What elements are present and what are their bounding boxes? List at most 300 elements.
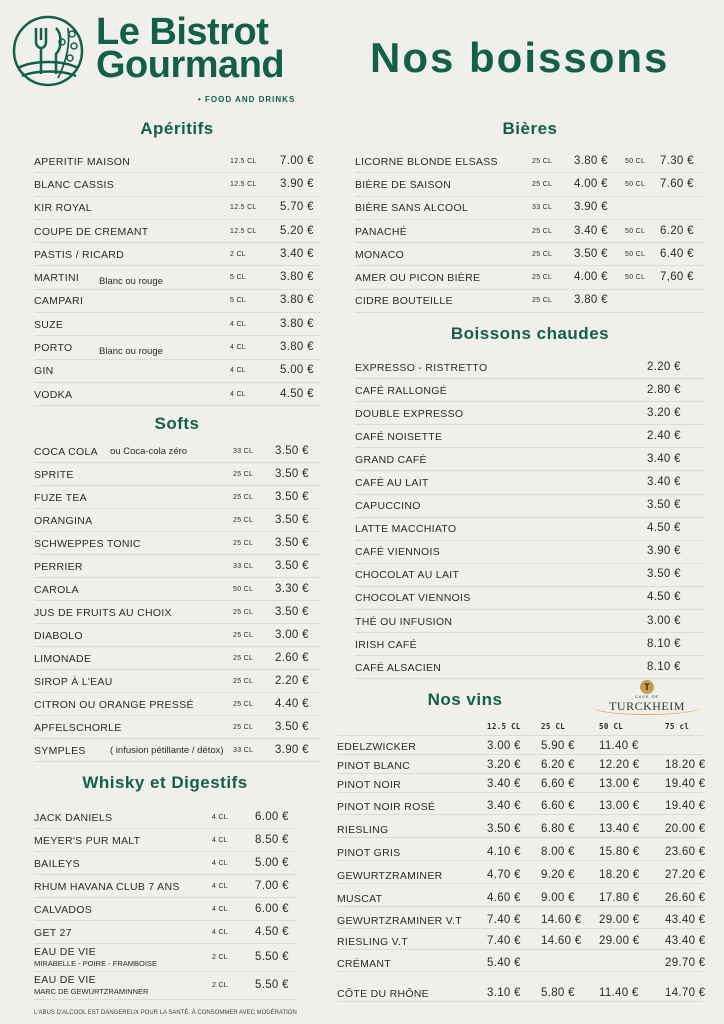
item-name: CALVADOS [34, 903, 93, 916]
item-price: 3.90 € [280, 177, 314, 190]
menu-row [355, 564, 705, 587]
menu-row [355, 173, 705, 196]
menu-row [34, 693, 320, 716]
item-detail: MARC DE GEWURTZRAMINNER [34, 987, 149, 996]
item-note: Blanc ou rouge [99, 276, 163, 288]
item-name: SYMPLES [34, 744, 86, 757]
item-name: LICORNE BLONDE ELSASS [355, 155, 498, 168]
menu-row [355, 541, 705, 564]
item-name: THÉ OU INFUSION [355, 615, 453, 628]
item-price: 3.50 € [647, 499, 681, 512]
wine-price: 23.60 € [665, 846, 706, 858]
item-name: MARTINI [34, 272, 80, 285]
item-name: DIABOLO [34, 629, 83, 642]
item-size: 25 CL [233, 723, 254, 731]
item-size: 4 CL [212, 905, 228, 913]
item-size: 25 CL [233, 677, 254, 685]
item-price: 4.00 € [574, 271, 608, 284]
menu-row [34, 532, 320, 555]
wine-price: 9.20 € [541, 869, 575, 881]
item-name: IRISH CAFÉ [355, 638, 417, 651]
item-price: 5.00 € [280, 364, 314, 377]
item-name: CAFÉ RALLONGÉ [355, 384, 448, 397]
wine-row [337, 907, 706, 929]
menu-row [34, 716, 320, 739]
wine-price: 14.70 € [665, 987, 706, 999]
item-price: 5.50 € [255, 979, 289, 991]
menu-row [355, 656, 705, 679]
menu-row [34, 972, 296, 1000]
wine-price: 5.80 € [541, 987, 575, 999]
item-size: 25 CL [233, 539, 254, 547]
heading-whisky: Whisky et Digestifs [82, 773, 248, 792]
item-price: 4.40 € [275, 697, 309, 710]
item-price: 4.50 € [647, 522, 681, 535]
item-price: 3.50 € [275, 490, 309, 503]
item-size: 2 CL [212, 982, 228, 989]
item-price: 2.80 € [647, 383, 681, 396]
item-size: 4 CL [212, 859, 228, 867]
vins-table [337, 718, 706, 1002]
item-size: 4 CL [230, 390, 246, 398]
menu-row [355, 448, 705, 471]
wine-price: 8.00 € [541, 846, 575, 858]
wine-price: 11.40 € [599, 740, 639, 752]
menu-row [355, 220, 705, 243]
item-name: SCHWEPPES TONIC [34, 537, 141, 550]
item-name: CHOCOLAT AU LAIT [355, 569, 460, 582]
menu-row [355, 356, 705, 379]
item-name: RHUM HAVANA CLUB 7 ANS [34, 880, 180, 893]
aperitifs-list [34, 150, 320, 406]
item-price: 3.50 € [275, 513, 309, 526]
vins-header-row [337, 718, 703, 736]
item-price: 2.40 € [647, 429, 681, 442]
item-size: 25 CL [532, 250, 553, 258]
wine-name: GEWURTZRAMINER [337, 870, 443, 882]
item-size: 25 CL [233, 631, 254, 639]
wine-name: PINOT NOIR [337, 779, 402, 791]
wine-row [337, 815, 706, 838]
wine-name: CRÉMANT [337, 958, 392, 970]
item-size: 4 CL [212, 813, 228, 821]
item-price-large: 6.20 € [660, 224, 694, 237]
item-price: 4.50 € [647, 591, 681, 604]
menu-row [34, 197, 320, 220]
menu-row [355, 402, 705, 425]
item-price: 3.80 € [280, 341, 314, 354]
item-name: SIROP À L'EAU [34, 675, 113, 688]
item-price: 2.20 € [647, 360, 681, 373]
wine-price: 14.60 € [541, 935, 582, 947]
turckheim-logo: T CAVE DE TURCKHEIM [592, 680, 702, 720]
item-name: PORTO [34, 342, 73, 355]
item-price: 3.50 € [275, 467, 309, 480]
menu-row [355, 379, 705, 402]
item-name: DOUBLE EXPRESSO [355, 407, 464, 420]
wine-price: 3.20 € [487, 759, 521, 771]
wine-price: 15.80 € [599, 846, 640, 858]
menu-row [355, 425, 705, 448]
menu-row [355, 243, 705, 266]
item-size: 25 CL [233, 516, 254, 524]
wine-price: 20.00 € [665, 823, 706, 835]
item-note: ou Coca-cola zéro [110, 445, 188, 457]
item-name: LIMONADE [34, 652, 92, 665]
menu-row [355, 518, 705, 541]
item-name: APFELSCHORLE [34, 721, 122, 734]
menu-row [34, 509, 320, 532]
menu-row [34, 898, 296, 921]
wine-row [337, 755, 706, 774]
wine-name: PINOT GRIS [337, 847, 401, 859]
item-price: 4.00 € [574, 177, 608, 190]
item-price: 3.00 € [275, 628, 309, 641]
item-name: PASTIS / RICARD [34, 248, 125, 261]
wine-name: GEWURTZRAMINER V.T [337, 915, 462, 927]
item-name: CAFÉ NOISETTE [355, 430, 443, 443]
menu-row [355, 150, 705, 173]
item-name: JACK DANIELS [34, 811, 113, 824]
menu-row [355, 610, 705, 633]
item-name: CAFÉ AU LAIT [355, 477, 429, 490]
item-size-large: 50 CL [625, 274, 646, 282]
item-price: 3.00 € [647, 614, 681, 627]
wine-price: 43.40 € [665, 935, 706, 947]
item-price: 3.80 € [280, 294, 314, 307]
wine-price: 4.60 € [487, 892, 521, 904]
wine-price: 9.00 € [541, 892, 575, 904]
item-name: APERITIF MAISON [34, 155, 131, 168]
item-price: 7.00 € [280, 154, 314, 167]
menu-row [34, 463, 320, 486]
item-size: 33 CL [532, 204, 553, 212]
item-name: CIDRE BOUTEILLE [355, 295, 453, 308]
item-name: COCA COLA [34, 445, 98, 458]
menu-row [34, 624, 320, 647]
menu-row [34, 243, 320, 266]
item-price: 5.00 € [255, 856, 289, 869]
item-price: 3.50 € [275, 536, 309, 549]
wine-price: 27.20 € [665, 869, 706, 881]
item-price: 5.20 € [280, 224, 314, 237]
wine-price: 4.10 € [487, 846, 521, 858]
item-size: 4 CL [212, 928, 228, 936]
wine-price: 13.40 € [599, 823, 640, 835]
item-price: 3.90 € [275, 743, 309, 756]
item-note: ( infusion pétillante / détox) [110, 744, 224, 756]
wine-row [337, 838, 706, 861]
item-name: CAMPARI [34, 295, 84, 308]
menu-row [355, 495, 705, 518]
menu-row [34, 266, 320, 289]
wine-price: 3.00 € [487, 740, 521, 752]
item-size-large: 50 CL [625, 180, 646, 188]
menu-row [34, 440, 320, 463]
menu-row [34, 670, 320, 693]
bieres-list [355, 150, 705, 313]
item-price: 5.70 € [280, 201, 314, 214]
menu-row [34, 290, 320, 313]
item-size-large: 50 CL [625, 250, 646, 258]
item-price: 5.50 € [255, 951, 289, 963]
heading-softs: Softs [154, 414, 200, 433]
wine-price: 18.20 € [665, 759, 706, 771]
item-price: 3.80 € [574, 294, 608, 307]
item-name: ORANGINA [34, 514, 93, 527]
menu-row [34, 486, 320, 509]
item-size: 5 CL [230, 297, 246, 305]
item-size: 4 CL [212, 882, 228, 890]
item-price: 3.90 € [647, 545, 681, 558]
item-size: 25 CL [233, 493, 254, 501]
wine-row [337, 793, 706, 815]
item-price: 8.10 € [647, 637, 681, 650]
wine-price: 18.20 € [599, 869, 640, 881]
item-name: GRAND CAFÉ [355, 453, 427, 466]
item-price-large: 6.40 € [660, 247, 694, 260]
column-header: 25 CL [541, 722, 566, 731]
item-price-large: 7.60 € [660, 177, 694, 190]
item-name: CAFÉ ALSACIEN [355, 661, 442, 674]
heading-chaudes: Boissons chaudes [450, 324, 610, 343]
wine-price: 29.00 € [599, 935, 640, 947]
column-header: 75 cl [665, 722, 690, 731]
menu-row [34, 383, 320, 406]
item-price: 3.90 € [574, 201, 608, 214]
item-size: 5 CL [230, 274, 246, 282]
item-name: EXPRESSO - RISTRETTO [355, 361, 488, 374]
item-price: 3.50 € [574, 247, 608, 260]
item-name: SPRITE [34, 468, 74, 481]
item-price: 3.80 € [574, 154, 608, 167]
item-price: 3.30 € [275, 582, 309, 595]
item-size: 25 CL [233, 700, 254, 708]
item-name: MONACO [355, 248, 405, 261]
wine-price: 13.00 € [599, 778, 640, 790]
item-price: 3.40 € [280, 247, 314, 260]
wine-price: 5.40 € [487, 957, 521, 969]
item-size: 25 CL [532, 180, 553, 188]
wine-price: 6.20 € [541, 759, 575, 771]
wine-name: PINOT BLANC [337, 760, 411, 772]
wine-row [337, 972, 706, 1002]
item-size: 12.5 CL [230, 180, 257, 188]
item-name: CAFÉ VIENNOIS [355, 546, 440, 559]
menu-row [355, 587, 705, 610]
wine-name: MUSCAT [337, 893, 383, 905]
item-name: COUPE DE CREMANT [34, 225, 149, 238]
item-price: 2.20 € [275, 674, 309, 687]
item-price: 7.00 € [255, 879, 289, 892]
wine-name: EDELZWICKER [337, 741, 417, 753]
item-size: 2 CL [230, 250, 246, 258]
item-name: EAU DE VIE [34, 946, 96, 958]
item-price: 2.60 € [275, 651, 309, 664]
wine-price: 7.40 € [487, 914, 521, 926]
item-name: FUZE TEA [34, 491, 87, 504]
menu-row [34, 336, 320, 359]
wine-price: 13.00 € [599, 800, 640, 812]
item-name: BIÈRE SANS ALCOOL [355, 202, 469, 215]
menu-row [355, 197, 705, 220]
item-name: CHOCOLAT VIENNOIS [355, 592, 471, 605]
wine-price: 19.40 € [665, 778, 706, 790]
menu-row [355, 471, 705, 494]
wine-row [337, 950, 706, 972]
item-price: 8.50 € [255, 833, 289, 846]
heading-vins: Nos vins [427, 690, 503, 709]
item-name: CITRON OU ORANGE PRESSÉ [34, 698, 194, 711]
wine-price: 3.50 € [487, 823, 521, 835]
item-name: BAILEYS [34, 857, 80, 870]
item-price: 6.00 € [255, 810, 289, 823]
item-price: 3.40 € [647, 476, 681, 489]
item-size: 25 CL [233, 608, 254, 616]
wine-row [337, 736, 703, 755]
menu-row [34, 944, 296, 972]
item-size: 4 CL [230, 344, 246, 352]
menu-row [34, 852, 296, 875]
item-size: 4 CL [212, 836, 228, 844]
logo-emblem [10, 12, 88, 90]
wine-name: PINOT NOIR ROSÉ [337, 801, 436, 813]
item-name: KIR ROYAL [34, 202, 92, 215]
menu-row [34, 150, 320, 173]
item-size: 12.5 CL [230, 204, 257, 212]
item-name: AMER OU PICON BIÈRE [355, 272, 481, 285]
item-name: PANACHÉ [355, 225, 408, 238]
item-price: 4.50 € [255, 925, 289, 938]
item-size: 25 CL [532, 227, 553, 235]
softs-list [34, 440, 320, 762]
wine-price: 29.70 € [665, 957, 706, 969]
item-note: Blanc ou rouge [99, 346, 163, 358]
menu-row [34, 578, 320, 601]
menu-row [34, 806, 296, 829]
item-price: 4.50 € [280, 387, 314, 400]
item-name: SUZE [34, 318, 64, 331]
wine-price: 5.90 € [541, 740, 575, 752]
item-size: 25 CL [532, 297, 553, 305]
item-size-large: 50 CL [625, 157, 646, 165]
page-title: Nos boissons [370, 34, 670, 81]
menu-row [34, 829, 296, 852]
item-size: 25 CL [233, 654, 254, 662]
wine-name: CÔTE DU RHÔNE [337, 988, 429, 1000]
item-name: JUS DE FRUITS AU CHOIX [34, 606, 172, 619]
wine-price: 7.40 € [487, 935, 521, 947]
wine-price: 17.80 € [599, 892, 640, 904]
menu-row [34, 921, 296, 944]
menu-row [355, 266, 705, 289]
wine-price: 6.60 € [541, 778, 575, 790]
item-size: 50 CL [233, 585, 254, 593]
item-price: 3.80 € [280, 271, 314, 284]
item-size: 33 CL [233, 746, 254, 754]
column-header: 50 CL [599, 722, 624, 731]
item-size: 25 CL [233, 470, 254, 478]
item-size: 4 CL [230, 367, 246, 375]
wine-price: 14.60 € [541, 914, 582, 926]
item-size: 12.5 CL [230, 227, 257, 235]
item-name: EAU DE VIE [34, 974, 96, 986]
item-name: MEYER'S PUR MALT [34, 834, 141, 847]
whisky-list [34, 806, 296, 1000]
item-price-large: 7.30 € [660, 154, 694, 167]
item-name: BIÈRE DE SAISON [355, 178, 452, 191]
wine-price: 29.00 € [599, 914, 640, 926]
item-price: 3.50 € [275, 559, 309, 572]
item-price-large: 7,60 € [660, 271, 694, 284]
item-size: 25 CL [532, 157, 553, 165]
wine-price: 3.40 € [487, 778, 521, 790]
item-size: 33 CL [233, 562, 254, 570]
item-price: 3.40 € [574, 224, 608, 237]
menu-row [34, 647, 320, 670]
item-price: 3.50 € [275, 444, 309, 457]
menu-row [355, 290, 705, 313]
menu-row [34, 313, 320, 336]
menu-row [34, 601, 320, 624]
brand-name: Le Bistrot Gourmand [96, 11, 285, 86]
wine-price: 3.40 € [487, 800, 521, 812]
item-name: VODKA [34, 388, 73, 401]
item-price: 3.20 € [647, 406, 681, 419]
wine-price: 6.80 € [541, 823, 575, 835]
menu-row [34, 875, 296, 898]
item-detail: MIRABELLE - POIRE - FRAMBOISE [34, 959, 157, 968]
menu-row [34, 220, 320, 243]
item-name: CAROLA [34, 583, 79, 596]
menu-row [34, 360, 320, 383]
item-price: 8.10 € [647, 660, 681, 673]
item-size-large: 50 CL [625, 227, 646, 235]
item-size: 12.5 CL [230, 157, 257, 165]
column-header: 12.5 CL [487, 722, 521, 731]
wine-price: 11.40 € [599, 987, 639, 999]
item-price: 3.50 € [647, 568, 681, 581]
item-name: PERRIER [34, 560, 83, 573]
wine-name: RIESLING [337, 824, 389, 836]
item-size: 4 CL [230, 320, 246, 328]
item-name: CAPUCCINO [355, 500, 421, 513]
brand-tagline: • FOOD AND DRINKS [198, 95, 296, 104]
item-size: 33 CL [233, 447, 254, 455]
menu-row [34, 739, 320, 762]
item-price: 3.50 € [275, 720, 309, 733]
wine-price: 19.40 € [665, 800, 706, 812]
wine-price: 3.10 € [487, 987, 521, 999]
item-name: BLANC CASSIS [34, 178, 115, 191]
wine-row [337, 929, 706, 950]
wine-row [337, 861, 706, 884]
heading-bieres: Bières [502, 119, 558, 138]
menu-row [355, 633, 705, 656]
item-price: 3.80 € [280, 317, 314, 330]
wine-name: RIESLING V.T [337, 936, 408, 948]
item-name: LATTE MACCHIATO [355, 523, 457, 536]
wine-price: 4.70 € [487, 869, 521, 881]
item-name: GIN [34, 365, 54, 378]
wine-price: 26.60 € [665, 892, 706, 904]
item-size: 25 CL [532, 274, 553, 282]
chaudes-list [355, 356, 705, 679]
wine-row [337, 884, 706, 907]
footer-warning: L'ABUS D'ALCOOL EST DANGEREUX POUR LA SANTÉ. À CONSOMMER AVEC MODÉRATION [34, 1010, 297, 1016]
wine-price: 6.60 € [541, 800, 575, 812]
item-name: GET 27 [34, 926, 72, 939]
